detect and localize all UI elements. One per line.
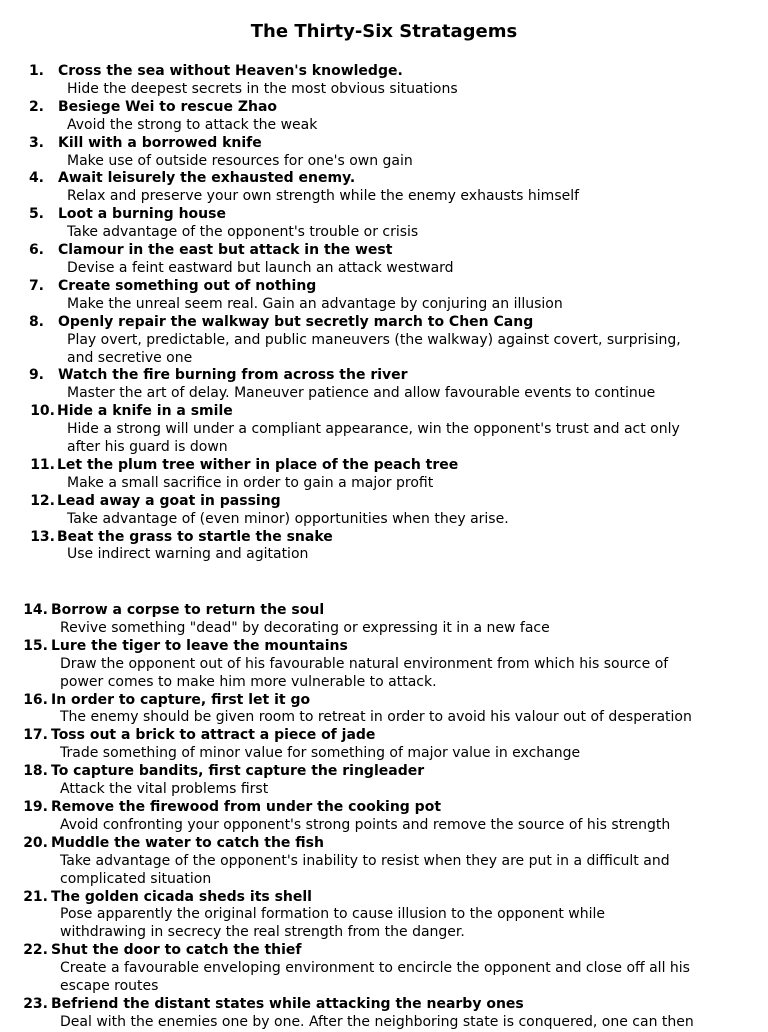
stratagem-item <box>21 889 761 943</box>
stratagem-name: Lead away a goat in passing <box>57 492 281 509</box>
stratagem-description: Draw the opponent out of his favourable natural environment from which his source of power comes to make him more vulnerable to attack. <box>60 655 669 690</box>
stratagem-item <box>28 170 768 206</box>
stratagem-number: 17. <box>23 727 48 744</box>
stratagem-description: Make the unreal seem real. Gain an advantage by conjuring an illusion <box>67 295 563 312</box>
stratagem-item <box>28 135 768 171</box>
stratagem-heading <box>21 889 761 907</box>
stratagem-name: Muddle the water to catch the fish <box>51 834 324 851</box>
stratagem-description: Play overt, predictable, and public maneuvers (the walkway) against covert, surprising, and secretive one <box>67 331 681 366</box>
stratagem-description: Hide the deepest secrets in the most obvious situations <box>67 80 458 97</box>
stratagem-item <box>21 692 761 728</box>
stratagem-heading <box>21 996 761 1014</box>
stratagem-item <box>28 457 768 493</box>
stratagem-heading <box>21 692 761 710</box>
stratagem-item <box>21 799 761 835</box>
stratagem-name: Shut the door to catch the thief <box>51 942 302 959</box>
stratagem-heading <box>28 99 768 117</box>
stratagem-item <box>28 367 768 403</box>
stratagem-item <box>28 493 768 529</box>
stratagem-number: 23. <box>23 995 48 1012</box>
stratagem-list-part-1 <box>28 63 768 564</box>
stratagem-number: 12. <box>30 492 55 509</box>
stratagem-name: Remove the firewood from under the cooking pot <box>51 798 442 815</box>
stratagem-number: 4. <box>28 170 44 187</box>
stratagem-description: Make use of outside resources for one's own gain <box>67 152 413 169</box>
stratagem-heading <box>28 403 768 421</box>
stratagem-name: Openly repair the walkway but secretly march to Chen Cang <box>58 313 534 330</box>
stratagem-name: Let the plum tree wither in place of the peach tree <box>57 456 459 473</box>
stratagem-name: Await leisurely the exhausted enemy. <box>58 170 356 187</box>
stratagem-name: Befriend the distant states while attacking the nearby ones <box>51 995 524 1012</box>
stratagem-item <box>28 403 768 457</box>
stratagem-number: 2. <box>28 98 44 115</box>
stratagem-name: Loot a burning house <box>58 206 226 223</box>
stratagem-description: The enemy should be given room to retreat in order to avoid his valour out of desperation <box>60 709 692 726</box>
stratagem-number: 8. <box>28 313 44 330</box>
stratagem-name: Lure the tiger to leave the mountains <box>51 637 348 654</box>
stratagem-number: 22. <box>23 942 48 959</box>
stratagem-description: Deal with the enemies one by one. After the neighboring state is conquered, one can then <box>60 1013 694 1030</box>
stratagem-name: In order to capture, first let it go <box>51 691 311 708</box>
stratagem-item <box>21 638 761 692</box>
stratagem-item <box>28 314 768 368</box>
stratagem-number: 21. <box>23 888 48 905</box>
stratagem-item <box>28 206 768 242</box>
stratagem-description: Avoid confronting your opponent's strong points and remove the source of his strength <box>60 816 671 833</box>
stratagem-name: Besiege Wei to rescue Zhao <box>58 98 278 115</box>
stratagem-item <box>21 727 761 763</box>
stratagem-heading <box>28 135 768 153</box>
stratagem-number: 20. <box>23 834 48 851</box>
stratagem-number: 9. <box>28 367 44 384</box>
stratagem-description: Trade something of minor value for something of major value in exchange <box>60 745 581 762</box>
stratagem-name: To capture bandits, first capture the ringleader <box>51 763 425 780</box>
stratagem-heading <box>28 63 768 81</box>
stratagem-name: Clamour in the east but attack in the west <box>58 242 393 259</box>
stratagem-item <box>21 763 761 799</box>
stratagem-item <box>28 99 768 135</box>
stratagem-description: Create a favourable enveloping environment to encircle the opponent and close off all his escape routes <box>60 960 690 995</box>
stratagem-description: Revive something "dead" by decorating or expressing it in a new face <box>60 619 550 636</box>
stratagem-number: 18. <box>23 763 48 780</box>
stratagem-heading <box>21 799 761 817</box>
stratagem-number: 19. <box>23 798 48 815</box>
stratagem-number: 16. <box>23 691 48 708</box>
stratagem-heading <box>28 529 768 547</box>
stratagem-item <box>28 242 768 278</box>
stratagem-description: Pose apparently the original formation to cause illusion to the opponent while withdrawing in secrecy the real strength from the danger. <box>60 906 606 941</box>
stratagem-heading <box>21 602 761 620</box>
stratagem-number: 1. <box>28 63 44 79</box>
stratagem-description: Take advantage of the opponent's inability to resist when they are put in a difficult and complicated situation <box>60 852 670 887</box>
stratagem-heading <box>28 367 768 385</box>
stratagem-number: 10. <box>30 403 55 420</box>
stratagem-name: The golden cicada sheds its shell <box>51 888 312 905</box>
stratagem-number: 7. <box>28 277 44 294</box>
stratagem-heading <box>28 493 768 511</box>
stratagem-number: 5. <box>28 206 44 223</box>
stratagem-name: Hide a knife in a smile <box>57 403 233 420</box>
stratagem-number: 3. <box>28 134 44 151</box>
stratagem-item <box>21 835 761 889</box>
stratagem-name: Cross the sea without Heaven's knowledge. <box>58 63 403 79</box>
stratagem-item <box>21 996 761 1032</box>
stratagem-description: Devise a feint eastward but launch an attack westward <box>67 259 454 276</box>
stratagem-number: 15. <box>23 637 48 654</box>
stratagem-name: Kill with a borrowed knife <box>58 134 262 151</box>
stratagem-number: 13. <box>30 528 55 545</box>
stratagem-item <box>28 278 768 314</box>
stratagem-heading <box>21 638 761 656</box>
stratagem-item <box>28 529 768 565</box>
stratagem-heading <box>21 763 761 781</box>
stratagem-name: Toss out a brick to attract a piece of jade <box>51 727 376 744</box>
stratagem-description: Master the art of delay. Maneuver patience and allow favourable events to continue <box>67 385 656 402</box>
stratagem-heading <box>21 835 761 853</box>
stratagem-heading <box>28 242 768 260</box>
stratagem-name: Create something out of nothing <box>58 277 317 294</box>
stratagem-heading <box>28 170 768 188</box>
document-title: The Thirty-Six Stratagems <box>250 21 518 42</box>
stratagem-description: Use indirect warning and agitation <box>67 546 309 563</box>
stratagem-item <box>21 602 761 638</box>
stratagem-item <box>28 63 768 99</box>
stratagem-description: Make a small sacrifice in order to gain a major profit <box>67 474 434 491</box>
stratagem-name: Borrow a corpse to return the soul <box>51 602 325 618</box>
stratagem-name: Watch the fire burning from across the river <box>58 367 408 384</box>
stratagem-item <box>21 942 761 996</box>
stratagem-number: 11. <box>30 456 55 473</box>
stratagem-list-part-2 <box>21 602 761 1032</box>
stratagem-heading <box>28 314 768 332</box>
stratagem-description: Relax and preserve your own strength while the enemy exhausts himself <box>67 188 580 205</box>
stratagem-description: Hide a strong will under a compliant appearance, win the opponent's trust and act only after his guard is down <box>67 421 680 456</box>
stratagem-description: Take advantage of the opponent's trouble or crisis <box>67 224 419 241</box>
stratagem-heading <box>28 457 768 475</box>
stratagem-description: Avoid the strong to attack the weak <box>67 116 318 133</box>
stratagem-description: Take advantage of (even minor) opportunities when they arise. <box>67 510 509 527</box>
stratagem-heading <box>21 942 761 960</box>
stratagem-number: 14. <box>23 602 48 618</box>
stratagem-number: 6. <box>28 242 44 259</box>
stratagem-heading <box>21 727 761 745</box>
stratagem-name: Beat the grass to startle the snake <box>57 528 333 545</box>
stratagem-heading <box>28 206 768 224</box>
stratagem-heading <box>28 278 768 296</box>
stratagem-description: Attack the vital problems first <box>60 781 269 798</box>
